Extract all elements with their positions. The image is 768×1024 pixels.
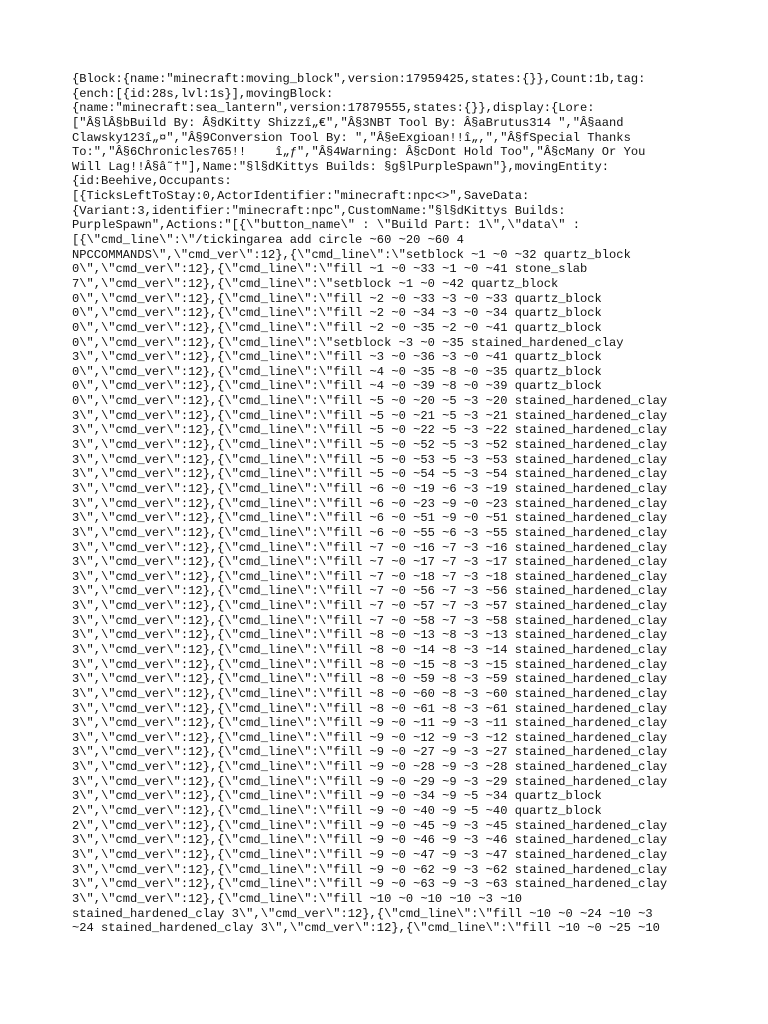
text-line: 3\",\"cmd_ver\":12},{\"cmd_line\":\"fill ~7 ~0 ~57 ~7 ~3 ~57 stained_hardened_clay — [72, 599, 668, 614]
text-line: stained_hardened_clay 3\",\"cmd_ver\":12},{\"cmd_line\":\"fill ~10 ~0 ~24 ~10 ~3 — [72, 906, 653, 921]
text-line: 3\",\"cmd_ver\":12},{\"cmd_line\":\"fill ~5 ~0 ~52 ~5 ~3 ~52 stained_hardened_clay — [72, 438, 668, 453]
text-line: NPCCOMMANDS\",\"cmd_ver\":12},{\"cmd_line\":\"setblock ~1 ~0 ~32 quartz_block — [72, 247, 631, 262]
text-line: 3\",\"cmd_ver\":12},{\"cmd_line\":\"fill ~6 ~0 ~55 ~6 ~3 ~55 stained_hardened_clay — [72, 525, 668, 540]
text-line: 3\",\"cmd_ver\":12},{\"cmd_line\":\"fill ~7 ~0 ~18 ~7 ~3 ~18 stained_hardened_clay — [72, 569, 668, 584]
text-line: 3\",\"cmd_ver\":12},{\"cmd_line\":\"fill ~6 ~0 ~23 ~9 ~0 ~23 stained_hardened_clay — [72, 496, 668, 511]
text-line: 3\",\"cmd_ver\":12},{\"cmd_line\":\"fill ~8 ~0 ~14 ~8 ~3 ~14 stained_hardened_clay — [72, 642, 668, 657]
text-line: 0\",\"cmd_ver\":12},{\"cmd_line\":\"fill ~2 ~0 ~34 ~3 ~0 ~34 quartz_block — [72, 306, 602, 321]
text-line: 3\",\"cmd_ver\":12},{\"cmd_line\":\"fill ~7 ~0 ~58 ~7 ~3 ~58 stained_hardened_clay — [72, 613, 668, 628]
text-line: 3\",\"cmd_ver\":12},{\"cmd_line\":\"fill ~9 ~0 ~63 ~9 ~3 ~63 stained_hardened_clay — [72, 877, 668, 892]
text-line: 3\",\"cmd_ver\":12},{\"cmd_line\":\"fill ~10 ~0 ~10 ~10 ~3 ~10 — [72, 891, 522, 906]
text-line: 2\",\"cmd_ver\":12},{\"cmd_line\":\"fill ~9 ~0 ~45 ~9 ~3 ~45 stained_hardened_clay — [72, 818, 668, 833]
text-line: 3\",\"cmd_ver\":12},{\"cmd_line\":\"fill ~7 ~0 ~56 ~7 ~3 ~56 stained_hardened_clay — [72, 584, 668, 599]
text-line: 3\",\"cmd_ver\":12},{\"cmd_line\":\"fill ~9 ~0 ~28 ~9 ~3 ~28 stained_hardened_clay — [72, 760, 668, 775]
text-line: {ench:[{id:28s,lvl:1s}],movingBlock: — [72, 86, 334, 101]
text-line: 0\",\"cmd_ver\":12},{\"cmd_line\":\"fill ~5 ~0 ~20 ~5 ~3 ~20 stained_hardened_clay — [72, 394, 668, 409]
text-line: 3\",\"cmd_ver\":12},{\"cmd_line\":\"fill ~5 ~0 ~22 ~5 ~3 ~22 stained_hardened_clay — [72, 423, 668, 438]
text-line: To:","Â§6Chronicles765!! î„ƒ","Â§4Warning: Â§cDont Hold Too","Â§cMany Or You — [72, 145, 646, 160]
text-line: 3\",\"cmd_ver\":12},{\"cmd_line\":\"fill ~9 ~0 ~47 ~9 ~3 ~47 stained_hardened_clay — [72, 847, 668, 862]
text-line: 0\",\"cmd_ver\":12},{\"cmd_line\":\"fill ~2 ~0 ~33 ~3 ~0 ~33 quartz_block — [72, 291, 602, 306]
text-line: {name:"minecraft:sea_lantern",version:17879555,states:{}},display:{Lore: — [72, 101, 595, 116]
text-line: {id:Beehive,Occupants: — [72, 174, 232, 189]
text-line: Will Lag!!Â§â˜†"],Name:"§l§dKittys Builds: §g§lPurpleSpawn"},movingEntity: — [72, 159, 610, 174]
text-line: 3\",\"cmd_ver\":12},{\"cmd_line\":\"fill ~8 ~0 ~59 ~8 ~3 ~59 stained_hardened_clay — [72, 672, 668, 687]
text-line: ~24 stained_hardened_clay 3\",\"cmd_ver\":12},{\"cmd_line\":\"fill ~10 ~0 ~25 ~10 — [72, 921, 660, 936]
text-line: 3\",\"cmd_ver\":12},{\"cmd_line\":\"fill ~9 ~0 ~29 ~9 ~3 ~29 stained_hardened_clay — [72, 774, 668, 789]
text-line: 2\",\"cmd_ver\":12},{\"cmd_line\":\"fill ~9 ~0 ~40 ~9 ~5 ~40 quartz_block — [72, 804, 602, 819]
text-line: 3\",\"cmd_ver\":12},{\"cmd_line\":\"fill ~3 ~0 ~36 ~3 ~0 ~41 quartz_block — [72, 350, 602, 365]
text-line: [{\"cmd_line\":\"/tickingarea add circle ~60 ~20 ~60 4 — [72, 233, 464, 248]
text-line: [{TicksLeftToStay:0,ActorIdentifier:"minecraft:npc<>",SaveData: — [72, 189, 530, 204]
text-line: 3\",\"cmd_ver\":12},{\"cmd_line\":\"fill ~5 ~0 ~53 ~5 ~3 ~53 stained_hardened_clay — [72, 452, 668, 467]
text-line: 0\",\"cmd_ver\":12},{\"cmd_line\":\"fill ~4 ~0 ~39 ~8 ~0 ~39 quartz_block — [72, 379, 602, 394]
text-line: 3\",\"cmd_ver\":12},{\"cmd_line\":\"fill ~9 ~0 ~12 ~9 ~3 ~12 stained_hardened_clay — [72, 730, 668, 745]
text-line: 7\",\"cmd_ver\":12},{\"cmd_line\":\"setblock ~1 ~0 ~42 quartz_block — [72, 276, 559, 291]
text-line: 3\",\"cmd_ver\":12},{\"cmd_line\":\"fill ~9 ~0 ~62 ~9 ~3 ~62 stained_hardened_clay — [72, 862, 668, 877]
text-line: {Variant:3,identifier:"minecraft:npc",CustomName:"§l§dKittys Builds: — [72, 203, 566, 218]
text-line: 0\",\"cmd_ver\":12},{\"cmd_line\":\"fill ~1 ~0 ~33 ~1 ~0 ~41 stone_slab — [72, 262, 588, 277]
text-line: 3\",\"cmd_ver\":12},{\"cmd_line\":\"fill ~5 ~0 ~54 ~5 ~3 ~54 stained_hardened_clay — [72, 467, 668, 482]
text-line: ["Â§lÂ§bBuild By: Â§dKitty Shizzî„€","Â§3NBT Tool By: Â§aBrutus314 ","Â§aand — [72, 115, 624, 130]
text-line: PurpleSpawn",Actions:"[{\"button_name\" : \"Build Part: 1\",\"data\" : — [72, 218, 581, 233]
text-line: 0\",\"cmd_ver\":12},{\"cmd_line\":\"fill ~4 ~0 ~35 ~8 ~0 ~35 quartz_block — [72, 364, 602, 379]
text-line: {Block:{name:"minecraft:moving_block",version:17959425,states:{}},Count:1b,tag: — [72, 72, 646, 86]
text-line: 3\",\"cmd_ver\":12},{\"cmd_line\":\"fill ~6 ~0 ~19 ~6 ~3 ~19 stained_hardened_clay — [72, 481, 668, 496]
text-line: 3\",\"cmd_ver\":12},{\"cmd_line\":\"fill ~8 ~0 ~61 ~8 ~3 ~61 stained_hardened_clay — [72, 701, 668, 716]
text-line: 3\",\"cmd_ver\":12},{\"cmd_line\":\"fill ~9 ~0 ~27 ~9 ~3 ~27 stained_hardened_clay — [72, 745, 668, 760]
text-line: 3\",\"cmd_ver\":12},{\"cmd_line\":\"fill ~7 ~0 ~17 ~7 ~3 ~17 stained_hardened_clay — [72, 555, 668, 570]
text-line: 3\",\"cmd_ver\":12},{\"cmd_line\":\"fill ~5 ~0 ~21 ~5 ~3 ~21 stained_hardened_clay — [72, 408, 668, 423]
text-line: 3\",\"cmd_ver\":12},{\"cmd_line\":\"fill ~9 ~0 ~11 ~9 ~3 ~11 stained_hardened_clay — [72, 716, 668, 731]
text-line: Clawsky123î„¤","Â§9Conversion Tool By: ","Â§eExgioan!!î„,","Â§fSpecial Thanks — [72, 130, 631, 145]
text-line: 0\",\"cmd_ver\":12},{\"cmd_line\":\"fill ~2 ~0 ~35 ~2 ~0 ~41 quartz_block — [72, 320, 602, 335]
text-line: 3\",\"cmd_ver\":12},{\"cmd_line\":\"fill ~7 ~0 ~16 ~7 ~3 ~16 stained_hardened_clay — [72, 540, 668, 555]
text-line: 3\",\"cmd_ver\":12},{\"cmd_line\":\"fill ~8 ~0 ~15 ~8 ~3 ~15 stained_hardened_clay — [72, 657, 668, 672]
text-line: 3\",\"cmd_ver\":12},{\"cmd_line\":\"fill ~8 ~0 ~13 ~8 ~3 ~13 stained_hardened_clay — [72, 628, 668, 643]
text-line: 0\",\"cmd_ver\":12},{\"cmd_line\":\"setblock ~3 ~0 ~35 stained_hardened_clay — [72, 335, 624, 350]
text-line: 3\",\"cmd_ver\":12},{\"cmd_line\":\"fill ~9 ~0 ~34 ~9 ~5 ~34 quartz_block — [72, 789, 602, 804]
text-line: 3\",\"cmd_ver\":12},{\"cmd_line\":\"fill ~6 ~0 ~51 ~9 ~0 ~51 stained_hardened_clay — [72, 511, 668, 526]
text-line: 3\",\"cmd_ver\":12},{\"cmd_line\":\"fill ~9 ~0 ~46 ~9 ~3 ~46 stained_hardened_clay — [72, 833, 668, 848]
text-line: 3\",\"cmd_ver\":12},{\"cmd_line\":\"fill ~8 ~0 ~60 ~8 ~3 ~60 stained_hardened_clay — [72, 686, 668, 701]
document-body — [72, 72, 712, 936]
